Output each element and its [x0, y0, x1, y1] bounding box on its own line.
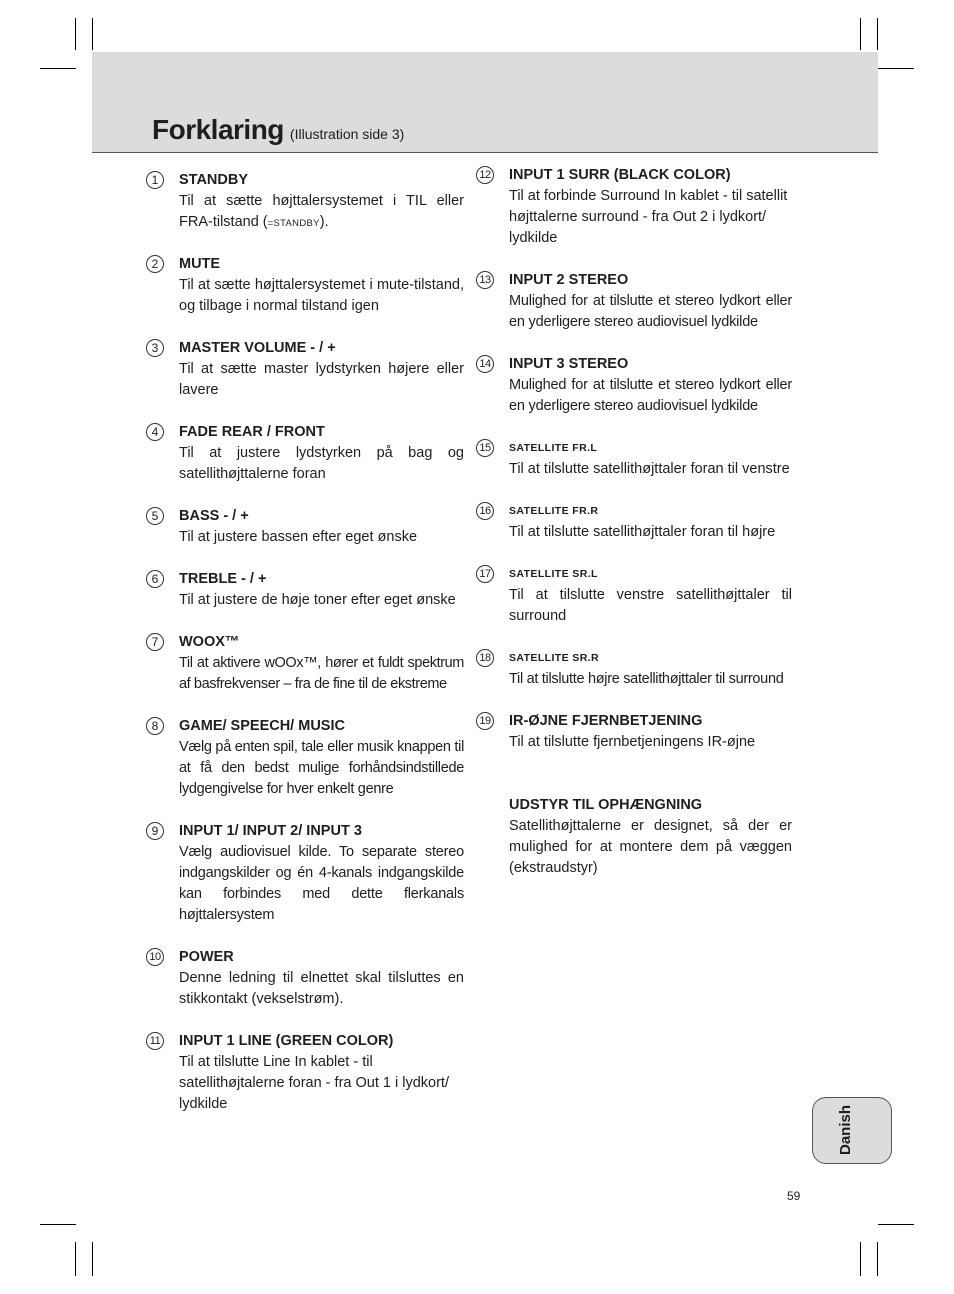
- list-item: [146, 1031, 464, 1115]
- item-number: 6: [146, 570, 164, 588]
- item-number: 14: [476, 355, 494, 373]
- item-description: Til at tilslutte Line In kablet - til satellithøjtalerne foran - fra Out 1 i lydkort/ lydkilde: [179, 1054, 449, 1112]
- item-number: 10: [146, 948, 164, 966]
- list-item: [146, 569, 464, 632]
- item-description: Til at sætte højttalersystemet i mute-tilstand, og tilbage i normal tilstand igen: [179, 277, 464, 314]
- item-heading: INPUT 3 STEREO: [509, 356, 629, 372]
- crop-mark: [92, 18, 93, 50]
- crop-mark: [878, 1224, 914, 1225]
- item-description: Mulighed for at tilslutte et stereo lydkort eller en yderligere stereo audiovisuel lydkilde: [509, 377, 792, 414]
- item-description: Til at tilslutte satellithøjttaler foran til højre: [509, 524, 776, 540]
- item-heading: INPUT 1 LINE (GREEN COLOR): [179, 1033, 394, 1049]
- left-column: [146, 170, 464, 1115]
- item-description: Til at tilslutte venstre satellithøjttaler til surround: [509, 587, 792, 624]
- language-tab: [812, 1097, 892, 1164]
- item-number: 15: [476, 439, 494, 457]
- list-item: [476, 354, 792, 438]
- page-title: Forklaring: [152, 114, 284, 145]
- item-number: 18: [476, 649, 494, 667]
- item-number: 1: [146, 171, 164, 189]
- list-item: [476, 270, 792, 354]
- crop-mark: [92, 1242, 93, 1276]
- crop-mark: [877, 18, 878, 50]
- crop-mark: [878, 68, 914, 69]
- list-item: [146, 254, 464, 338]
- item-number: 11: [146, 1032, 164, 1050]
- list-item: [146, 632, 464, 716]
- item-heading: IR-ØJNE FJERNBETJENING: [509, 713, 703, 729]
- list-item: [146, 821, 464, 947]
- item-description: Mulighed for at tilslutte et stereo lydkort eller en yderligere stereo audiovisuel lydkilde: [509, 293, 792, 330]
- item-heading: INPUT 2 STEREO: [509, 272, 629, 288]
- list-item: [146, 506, 464, 569]
- list-item: [476, 564, 792, 648]
- item-number: 7: [146, 633, 164, 651]
- item-description: Vælg på enten spil, tale eller musik knappen til at få den bedst mulige forhåndsindstillede lydgengivelse for hver enkelt genre: [179, 739, 464, 797]
- item-heading: UDSTYR TIL OPHÆNGNING: [509, 797, 703, 813]
- item-description: Til at justere bassen efter eget ønske: [179, 529, 418, 545]
- list-item: [146, 170, 464, 254]
- list-item: [146, 338, 464, 422]
- item-heading: SATELLITE FR.L: [509, 442, 598, 454]
- item-description: Til at tilslutte højre satellithøjttaler til surround: [509, 671, 784, 687]
- item-heading: BASS - / +: [179, 508, 249, 524]
- page-title-row: [152, 114, 404, 146]
- item-heading: TREBLE - / +: [179, 571, 267, 587]
- item-number: 13: [476, 271, 494, 289]
- item-number: 17: [476, 565, 494, 583]
- crop-mark: [877, 1242, 878, 1276]
- list-item: [476, 795, 792, 879]
- item-heading: STANDBY: [179, 172, 249, 188]
- item-heading: SATELLITE FR.R: [509, 505, 599, 517]
- item-heading: WOOX™: [179, 634, 240, 650]
- item-description: Satellithøjttalerne er designet, så der er mulighed for at montere dem på væggen (ekstraudstyr): [509, 818, 792, 876]
- language-tab-label: Danish: [836, 1104, 854, 1155]
- item-description: Til at sætte højttalersystemet i TIL eller FRA-tilstand (=STANDBY).: [179, 193, 464, 230]
- crop-mark: [860, 18, 861, 50]
- item-description: Til at forbinde Surround In kablet - til satellit højttalerne surround - fra Out 2 i lydkort/ lydkilde: [509, 188, 788, 246]
- item-number: 4: [146, 423, 164, 441]
- item-heading: INPUT 1/ INPUT 2/ INPUT 3: [179, 823, 362, 839]
- list-item: [476, 711, 792, 795]
- right-column: [476, 165, 792, 879]
- item-number: 19: [476, 712, 494, 730]
- item-number: 8: [146, 717, 164, 735]
- item-heading: GAME/ SPEECH/ MUSIC: [179, 718, 345, 734]
- crop-mark: [860, 1242, 861, 1276]
- item-number: 3: [146, 339, 164, 357]
- crop-mark: [40, 68, 76, 69]
- list-item: [476, 165, 792, 270]
- item-description: Til at sætte master lydstyrken højere eller lavere: [179, 361, 464, 398]
- page-subtitle: (Illustration side 3): [289, 126, 405, 142]
- item-heading: SATELLITE SR.R: [509, 652, 599, 664]
- crop-mark: [75, 18, 76, 50]
- list-item: [476, 648, 792, 711]
- item-heading: SATELLITE SR.L: [509, 568, 598, 580]
- standby-symbol: =STANDBY: [267, 218, 320, 229]
- item-number: 16: [476, 502, 494, 520]
- item-heading: MUTE: [179, 256, 221, 272]
- item-number: 12: [476, 166, 494, 184]
- item-description: Til at justere de høje toner efter eget ønske: [179, 592, 456, 608]
- item-number: 5: [146, 507, 164, 525]
- item-description: Vælg audiovisuel kilde. To separate stereo indgangskilder og én 4-kanals indgangskilde kan forbindes med dette flerkanals højttalersystem: [179, 844, 464, 923]
- item-heading: FADE REAR / FRONT: [179, 424, 325, 440]
- item-description: Til at tilslutte satellithøjttaler foran til venstre: [509, 461, 790, 477]
- list-item: [146, 947, 464, 1031]
- item-description: Til at aktivere wOOx™, hører et fuldt spektrum af basfrekvenser – fra de fine til de ekstreme: [179, 655, 464, 692]
- crop-mark: [40, 1224, 76, 1225]
- item-description: Til at justere lydstyrken på bag og satellithøjttalerne foran: [179, 445, 464, 482]
- item-heading: MASTER VOLUME - / +: [179, 340, 336, 356]
- item-number: 2: [146, 255, 164, 273]
- list-item: [476, 438, 792, 501]
- crop-mark: [75, 1242, 76, 1276]
- list-item: [146, 716, 464, 821]
- item-description: Denne ledning til elnettet skal tilsluttes en stikkontakt (vekselstrøm).: [179, 970, 464, 1007]
- item-number: 9: [146, 822, 164, 840]
- item-description: Til at tilslutte fjernbetjeningens IR-øjne: [509, 734, 756, 750]
- list-item: [146, 422, 464, 506]
- page-number: 59: [787, 1189, 801, 1203]
- item-heading: POWER: [179, 949, 234, 965]
- item-heading: INPUT 1 SURR (BLACK COLOR): [509, 167, 731, 183]
- list-item: [476, 501, 792, 564]
